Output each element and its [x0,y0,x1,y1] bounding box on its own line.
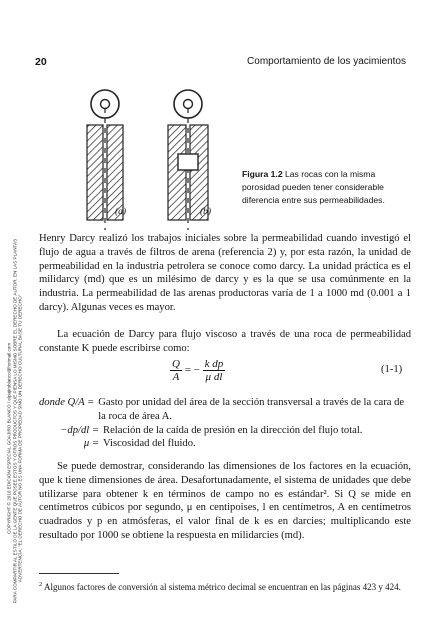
page-number: 20 [35,56,47,68]
definition-symbol: donde Q/A = [39,397,95,408]
darcy-equation [170,358,225,383]
figure-caption [242,168,410,207]
side-notice-line: COPYRIGHT © 2010 EDICIÓN ESPECIAL GOAJIRO BLANCO / elpajiroblanco@hotmail.com [6,342,12,534]
footnote-text: Algunos factores de conversión al sistema métrico decimal se encuentran en las páginas 423 y 424. [42,582,401,592]
side-notice-line: PARA COMPARTIR AL ESTILO DE LA GENTE QUE POSEE ESTOS Y OTROS PRODUCTOS Y QUE PIENSA LO MISMO SOBRE EL DERECHO DE AUTOR. EN LAS PLANTAS [12,238,18,604]
equation-left-numerator: Q [172,358,180,370]
definition-text: Relación de la caída de presión en la dirección del flujo total. [103,424,363,436]
equation-equals: = [184,364,191,377]
definition-row [39,396,411,424]
paragraph-darcy-intro: Henry Darcy realizó los trabajos iniciales sobre la permeabilidad cuando investigó el flujo de agua a través de filtros de arena (referencia 2) y, por esta razón, la unidad de permeabilidad en la industria petrolera se conoce como darcy. La unidad práctica es el milidarcy (md) que es un milésimo de darcy y es la que se usa comúnmente en la industria. La permeabilidad de las arenas productoras varía de 1 a 1000 md (0.001 a 1 darcy). Algunas veces es mayor. [39,233,411,313]
definition-text: Gasto por unidad del área de la sección transversal a través de la cara de la roca de área A. [98,397,405,422]
equation-minus: − [193,364,200,377]
equation-number: (1-1) [381,364,403,375]
equation-left-denominator: A [172,371,180,383]
definition-symbol: −dp/dl = [60,424,99,436]
equation-right-fraction [203,358,226,383]
equation-definitions [39,396,411,451]
paragraph-darcy-equation: La ecuación de Darcy para flujo viscoso a través de una roca de permeabilidad constante K puede escribirse como: [39,329,411,354]
caption-text: Las rocas con la misma porosidad pueden tener considerable diferencia entre sus permeabilidades. [242,169,385,205]
definition-row [39,437,411,451]
definition-text: Viscosidad del fluido. [103,438,196,450]
figure-label-b: (b) [200,207,212,217]
equation-left-fraction [170,358,182,383]
running-head: Comportamiento de los yacimientos [247,56,406,67]
side-notice-line: ADVERTENCIA: "EL DERECHO DE AUTOR NO ES UNA FORMA DE PROPIEDAD SINO UN DERECHO CULTURAL BASE TU DERECHO" [17,294,23,583]
figure-label-a: (a) [115,207,127,217]
copyright-side-notice [6,238,24,604]
definition-row [39,424,411,438]
definition-symbol: μ = [83,438,99,450]
footnote-divider [39,573,119,574]
footnote [39,579,411,593]
caption-lead: Figura 1.2 [242,169,283,179]
footnote-marker: 2 [39,581,43,588]
equation-right-numerator: k dp [204,358,224,370]
paragraph-units: Se puede demostrar, considerando las dimensiones de los factores en la ecuación, que k tiene dimensiones de área. Desafortunadamente, el sistema de unidades que debe utilizarse para obtener k en términos de campo no es estándar². Si Q se mide en centímetros cúbicos por segundo, μ en centipoises, l en centímetros, A en centímetros cuadrados y p en atmósferas, el valor final de k es en darcies; multiplicando este resultado por 1000 se obtiene la respuesta en milidarcies (md). [39,461,411,541]
equation-right-denominator: μ dl [205,371,223,383]
